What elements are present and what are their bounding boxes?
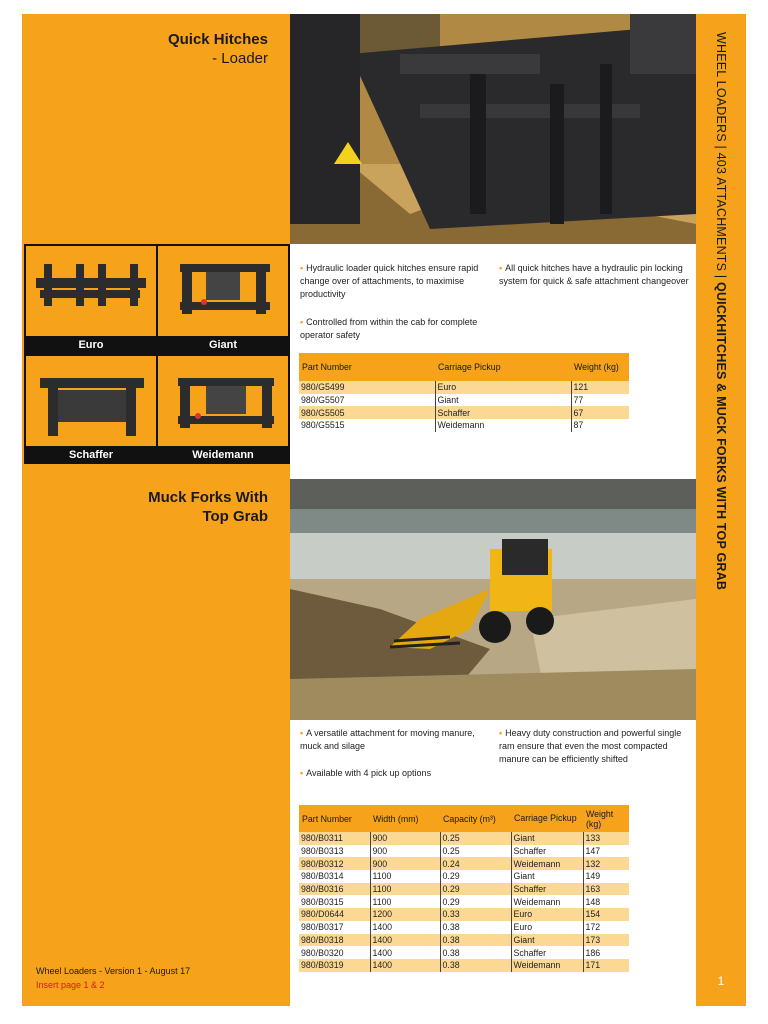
hitch-label-weidemann: Weidemann (158, 446, 288, 464)
table-cell: 900 (370, 832, 440, 845)
table-cell: 980/D0644 (299, 908, 370, 921)
hitch-thumb-weidemann (158, 356, 288, 464)
table-row (299, 845, 629, 858)
table-row (299, 934, 629, 947)
table-cell: Weidemann (511, 895, 583, 908)
table-cell: 0.25 (440, 832, 511, 845)
muck-forks-table (299, 805, 629, 972)
table-row (299, 857, 629, 870)
table-cell: 0.29 (440, 870, 511, 883)
table-cell: 147 (583, 845, 629, 858)
table-cell: 163 (583, 883, 629, 896)
table-cell: 1400 (370, 921, 440, 934)
table-cell: Weidemann (511, 857, 583, 870)
quick-hitches-subtitle: - Loader (212, 50, 268, 67)
table-cell: 980/B0318 (299, 934, 370, 947)
table-cell: Giant (511, 870, 583, 883)
page-number: 1 (717, 974, 725, 988)
quick-hitches-heading (22, 30, 268, 68)
mf-bullet-3: • Available with 4 pick up options (300, 768, 432, 778)
table-cell: 980/B0319 (299, 959, 370, 972)
table-cell: 173 (583, 934, 629, 947)
table-row: 980/G5507 Giant 77 (299, 394, 629, 407)
table-cell: 980/B0313 (301, 846, 344, 857)
mf-bullet-1: • A versatile attachment for moving manure, muck and silage (300, 728, 475, 751)
table-row (299, 908, 629, 921)
table-cell: 172 (583, 921, 629, 934)
qh-bullet-3: • Controlled from within the cab for complete operator safety (300, 317, 478, 340)
table-cell: 1100 (370, 883, 440, 896)
hitch-thumb-euro (26, 246, 156, 354)
table-cell: 1200 (370, 908, 440, 921)
table-cell: 980/B0320 (301, 947, 344, 958)
table-row (299, 870, 629, 883)
hitch-thumb-schaffer (26, 356, 156, 464)
qh-header-part: Part Number (299, 353, 435, 381)
muck-forks-title-line2: Top Grab (202, 508, 268, 525)
sidebar-title-part1: WHEEL LOADERS (714, 32, 728, 142)
muck-fork-loader-photo (290, 479, 696, 720)
table-cell: 980/B0315 (301, 896, 344, 907)
table-cell: 148 (583, 895, 629, 908)
mf-header-part: Part Number (299, 805, 370, 832)
quick-hitches-table (299, 353, 629, 432)
table-cell: 1400 (370, 946, 440, 959)
footer-insert-note: Insert page 1 & 2 (36, 980, 105, 990)
qh-header-weight: Weight (kg) (571, 353, 629, 381)
table-cell: 0.25 (440, 845, 511, 858)
qh-bullet-2: • All quick hitches have a hydraulic pin locking system for quick & safe attachment changeover (499, 263, 689, 286)
table-cell: Giant (511, 934, 583, 947)
table-row (299, 921, 629, 934)
table-cell: Schaffer (511, 845, 583, 858)
table-cell: 980/B0314 (301, 871, 344, 882)
table-cell: Schaffer (511, 946, 583, 959)
table-cell: 0.38 (440, 921, 511, 934)
footer-version: Wheel Loaders - Version 1 - August 17 (36, 966, 191, 976)
table-cell: Schaffer (511, 883, 583, 896)
sidebar-vertical-title: WHEEL LOADERS | 403 ATTACHMENTS | QUICKHITCHES & MUCK FORKS WITH TOP GRAB (714, 32, 728, 591)
table-cell: 171 (583, 959, 629, 972)
quick-hitch-photo (290, 14, 696, 244)
qh-header-pickup: Carriage Pickup (435, 353, 571, 381)
sidebar-title-part2: 403 ATTACHMENTS (714, 152, 728, 272)
quick-hitches-title: Quick Hitches (167, 31, 268, 48)
table-row: 980/G5515 Weidemann 87 (299, 419, 629, 432)
mf-header-weight: Weight (kg) (583, 805, 629, 832)
table-row (299, 895, 629, 908)
table-row: 980/G5505 Schaffer 67 (299, 406, 629, 419)
sidebar-title-part3: QUICKHITCHES & MUCK FORKS WITH TOP GRAB (714, 282, 728, 591)
table-cell: 0.24 (440, 857, 511, 870)
table-cell: 154 (583, 908, 629, 921)
table-row: 980/G5499 Euro 121 (299, 381, 629, 394)
right-sidebar (696, 14, 746, 1006)
table-cell: Euro (511, 908, 583, 921)
table-cell: 980/B0316 (299, 883, 370, 896)
mf-header-width: Width (mm) (370, 805, 440, 832)
table-row (299, 946, 629, 959)
table-row (299, 959, 629, 972)
table-cell: 0.38 (440, 946, 511, 959)
table-cell: 900 (370, 857, 440, 870)
hitch-label-schaffer: Schaffer (26, 446, 156, 464)
hitch-thumb-giant (158, 246, 288, 354)
table-cell: 149 (583, 870, 629, 883)
table-cell: 0.33 (440, 908, 511, 921)
mf-bullet-2: • Heavy duty construction and powerful single ram ensure that even the most compacted manure can be efficiently shifted (499, 728, 682, 764)
hitch-types-grid (24, 244, 290, 464)
table-cell: 980/B0311 (299, 832, 370, 845)
muck-forks-heading (22, 488, 268, 526)
table-row (299, 832, 629, 845)
table-cell: 133 (583, 832, 629, 845)
qh-bullet-1: • Hydraulic loader quick hitches ensure rapid change over of attachments, to maximise productivity (300, 263, 479, 299)
table-cell: 0.38 (440, 959, 511, 972)
table-cell: 0.29 (440, 883, 511, 896)
table-cell: 132 (583, 857, 629, 870)
muck-forks-title-line1: Muck Forks With (148, 489, 268, 506)
table-cell: 0.38 (440, 934, 511, 947)
table-cell: Euro (511, 921, 583, 934)
hitch-label-giant: Giant (158, 336, 288, 354)
table-cell: 1100 (370, 870, 440, 883)
hitch-label-euro: Euro (26, 336, 156, 354)
table-cell: 186 (583, 946, 629, 959)
table-cell: 1400 (370, 959, 440, 972)
table-cell: 1400 (370, 934, 440, 947)
table-cell: Giant (511, 832, 583, 845)
mf-header-capacity: Capacity (m³) (440, 805, 511, 832)
table-cell: Weidemann (511, 959, 583, 972)
table-cell: 900 (370, 845, 440, 858)
table-cell: 0.29 (440, 895, 511, 908)
table-row (299, 883, 629, 896)
table-cell: 1100 (370, 895, 440, 908)
table-cell: 980/B0312 (299, 857, 370, 870)
table-cell: 980/B0317 (301, 922, 344, 933)
mf-header-pickup: Carriage Pickup (511, 805, 583, 832)
